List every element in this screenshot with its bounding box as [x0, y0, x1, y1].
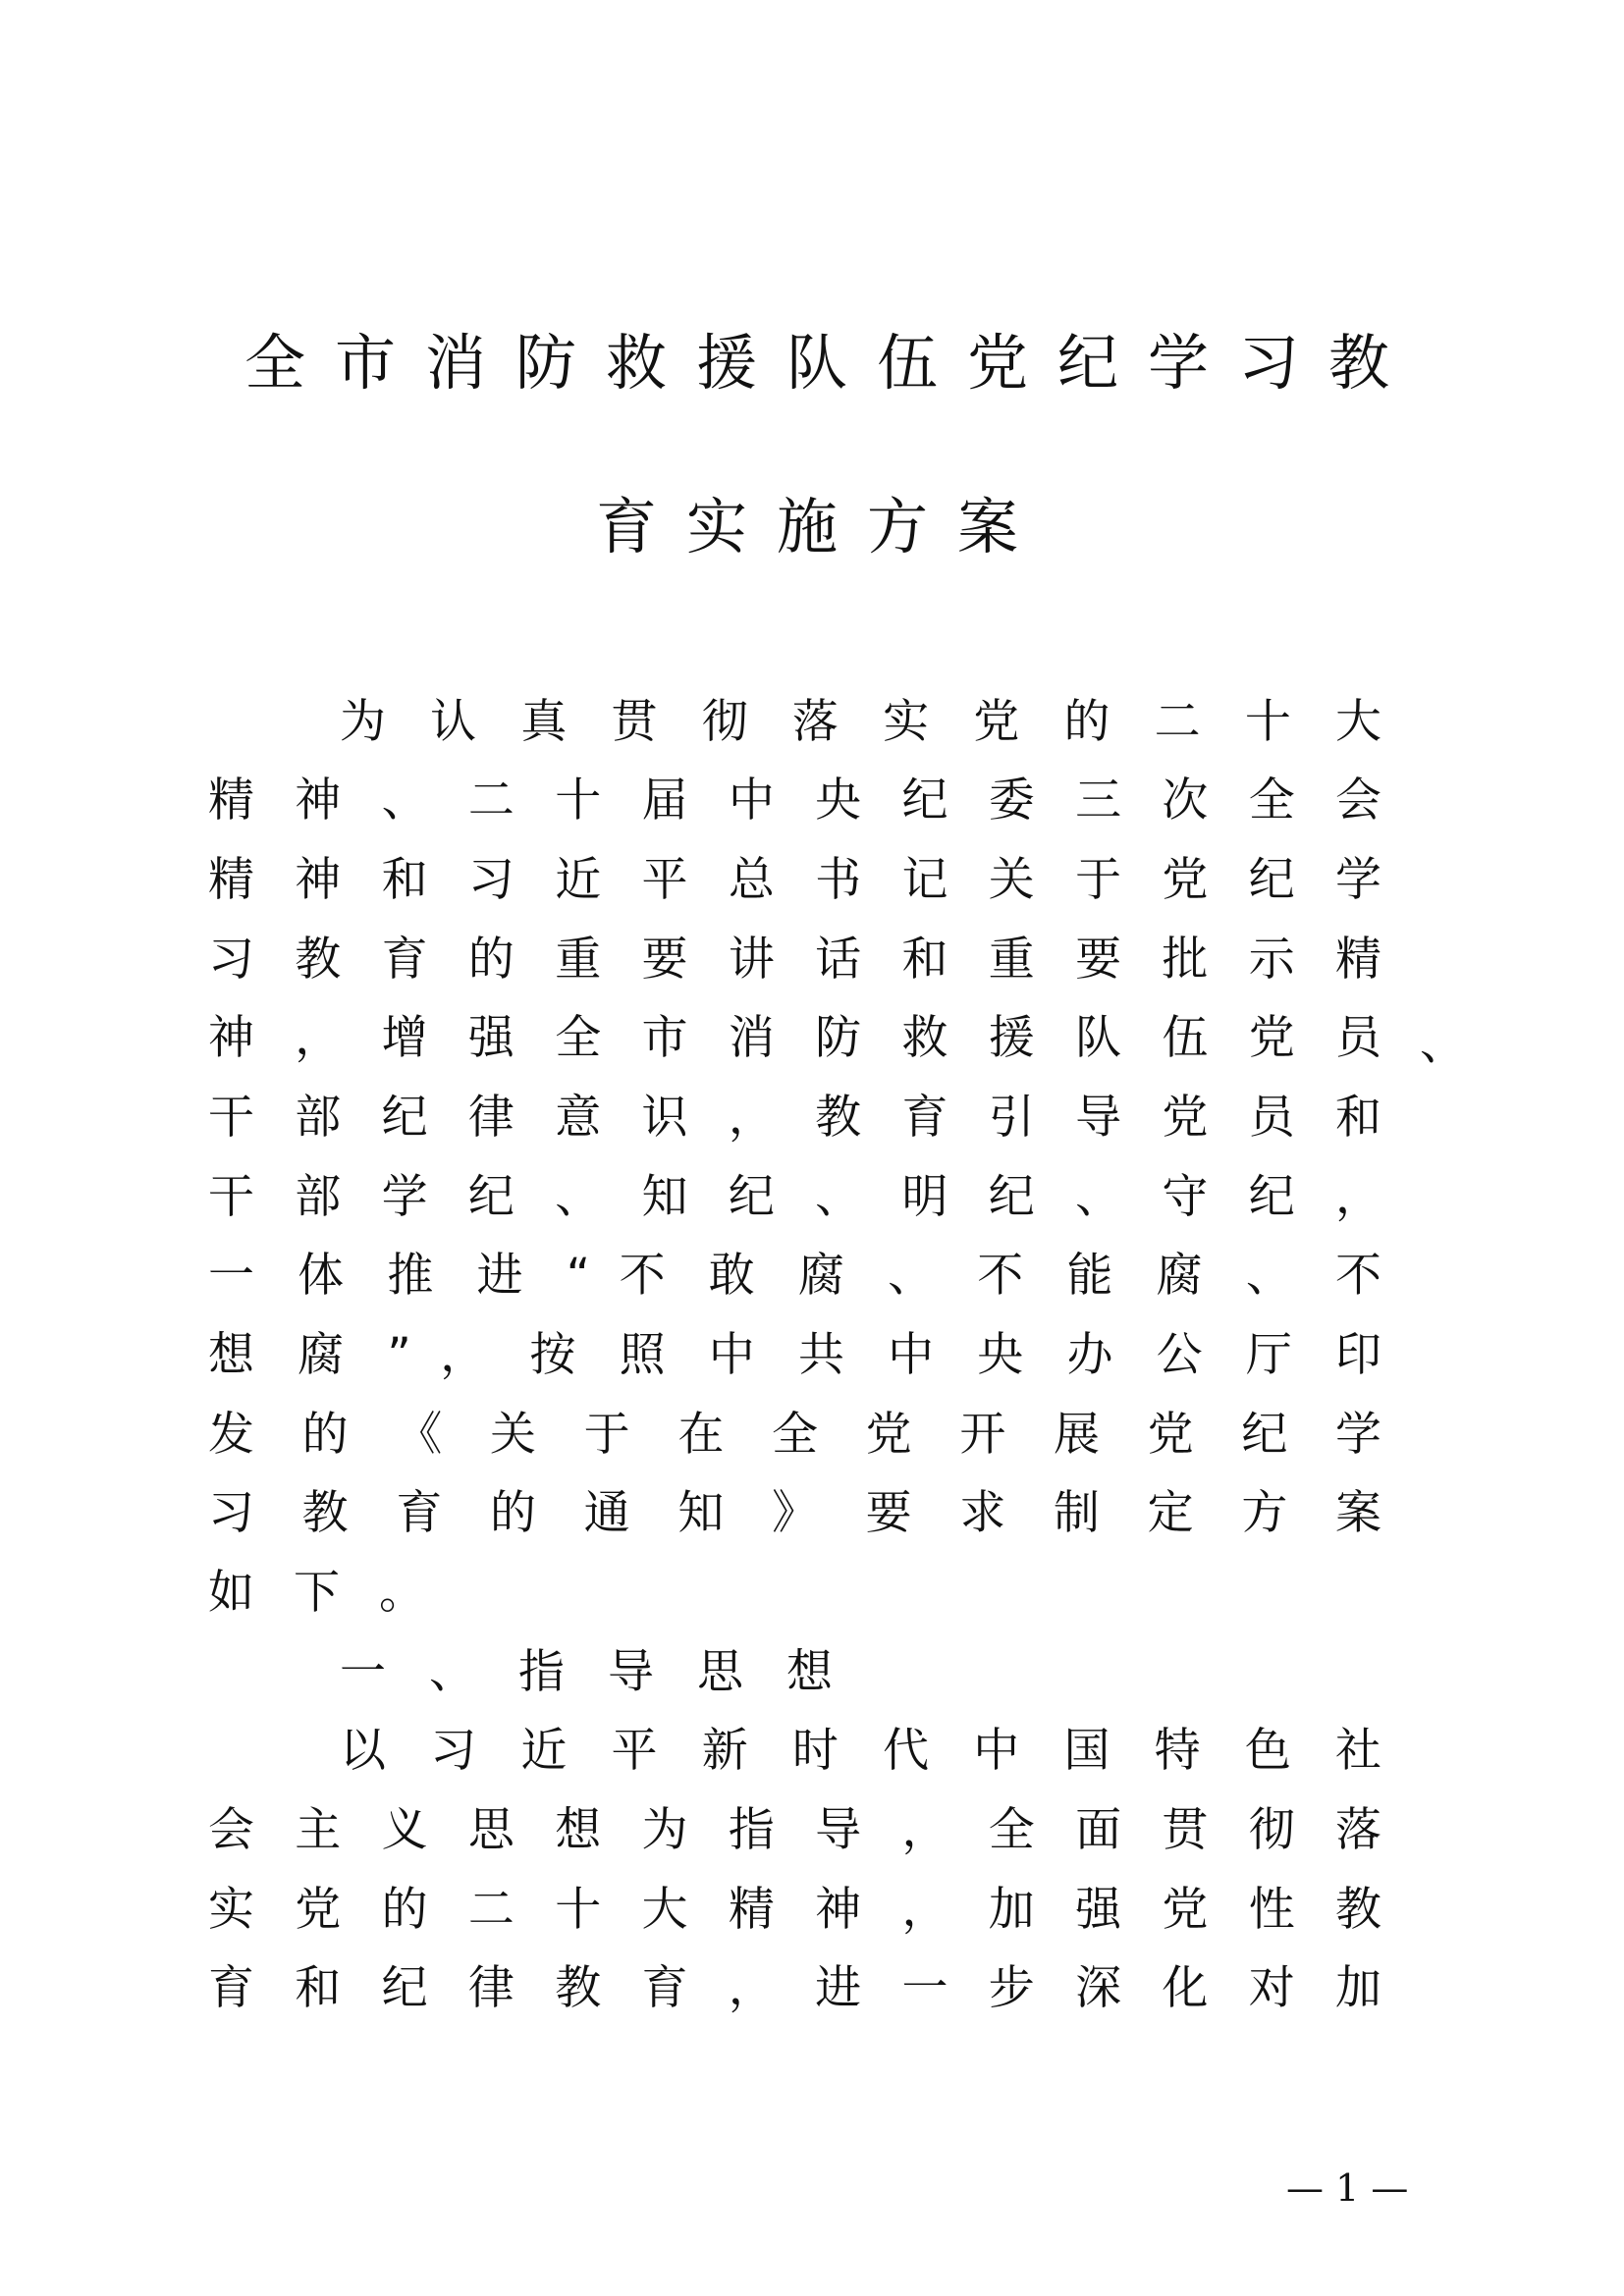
- paragraph-line: 以 习 近 平 新 时 代 中 国 特 色 社: [340, 1724, 1381, 1778]
- paragraph-line: 发 的 《 关 于 在 全 党 开 展 党 纪 学: [208, 1408, 1381, 1462]
- paragraph-line: 习 教 育 的 通 知 》 要 求 制 定 方 案: [208, 1486, 1381, 1540]
- paragraph-line: 为 认 真 贯 彻 落 实 党 的 二 十 大: [340, 695, 1381, 749]
- paragraph-line: 实 党 的 二 十 大 精 神 ， 加 强 党 性 教: [208, 1883, 1381, 1937]
- page-number: — 1 —: [1286, 2166, 1409, 2210]
- paragraph-line: 育 和 纪 律 教 育 ， 进 一 步 深 化 对 加: [208, 1961, 1381, 2015]
- paragraph-line: 会 主 义 思 想 为 指 导 ， 全 面 贯 彻 落: [208, 1803, 1381, 1857]
- paragraph-line: 精 神 和 习 近 平 总 书 记 关 于 党 纪 学: [208, 853, 1381, 907]
- document-title-line-1: 全市消防救援队伍党纪学习教: [244, 327, 1419, 399]
- paragraph-line: 一 体 推 进 “ 不 敢 腐 、 不 能 腐 、 不: [208, 1249, 1381, 1303]
- section-heading: 一、指导思想: [340, 1645, 876, 1699]
- paragraph-line: 精 神 、 二 十 届 中 央 纪 委 三 次 全 会: [208, 774, 1381, 828]
- paragraph-line: 想 腐 ” ， 按 照 中 共 中 央 办 公 厅 印: [208, 1328, 1381, 1382]
- paragraph-line: 习 教 育 的 重 要 讲 话 和 重 要 批 示 精: [208, 933, 1381, 987]
- paragraph-line: 神 ， 增 强 全 市 消 防 救 援 队 伍 党 员: [208, 1011, 1381, 1065]
- overflow-punctuation: 、: [1420, 1017, 1466, 1071]
- paragraph-line: 干 部 学 纪 、 知 纪 、 明 纪 、 守 纪 ，: [208, 1170, 1381, 1224]
- paragraph-line: 如下。: [208, 1566, 464, 1620]
- paragraph-line: 干 部 纪 律 意 识 ， 教 育 引 导 党 员 和: [208, 1091, 1381, 1145]
- document-title-line-2: 育实施方案: [595, 491, 1048, 562]
